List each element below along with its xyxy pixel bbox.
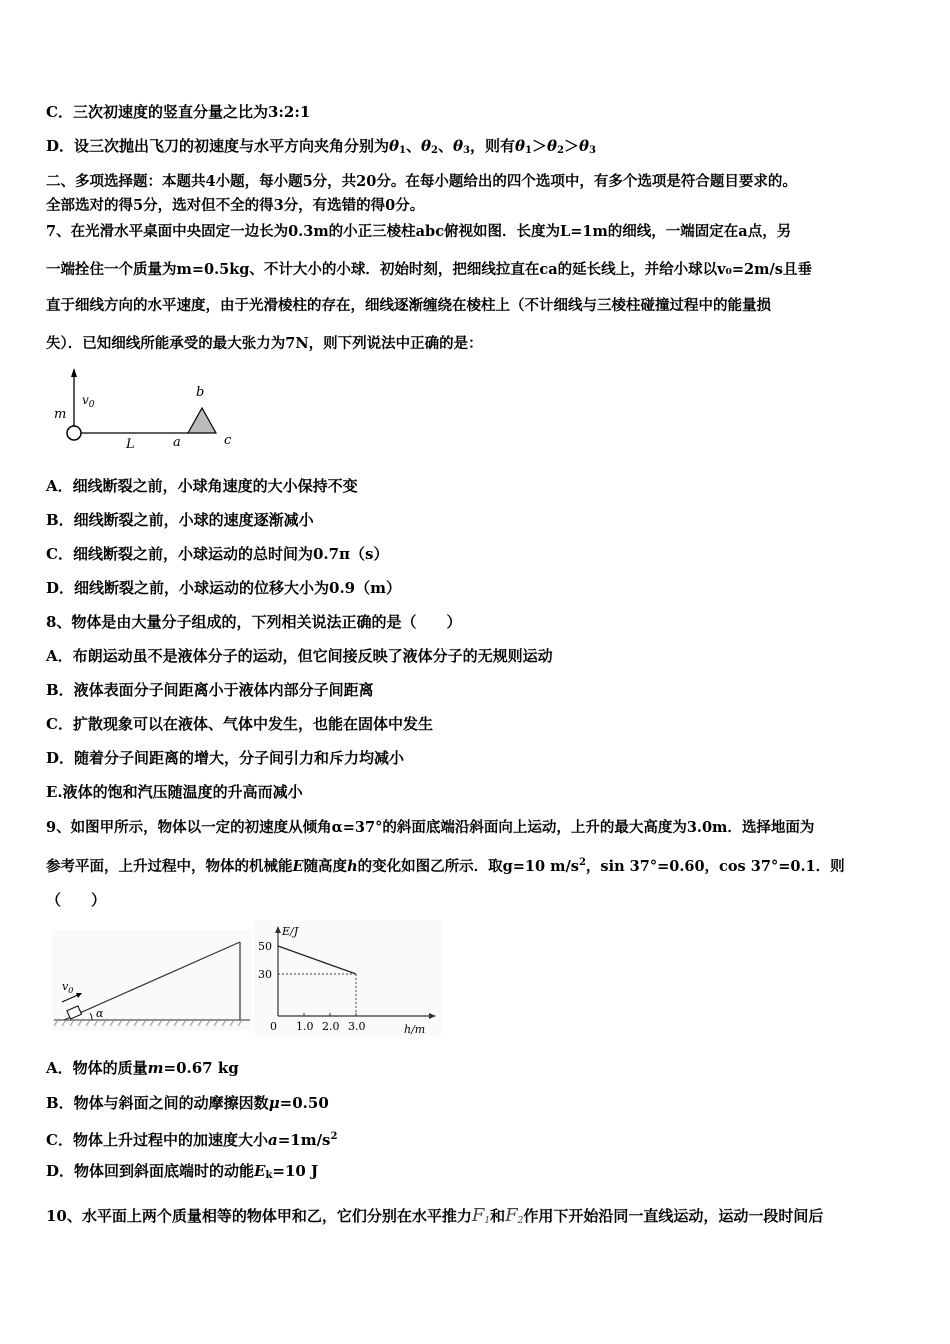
q9-stem-1: 9、如图甲所示，物体以一定的初速度从倾角α=37°的斜面底端沿斜面向上运动，上升的最大高度为3.0m．选择地面为: [46, 819, 815, 836]
text: 的变化如图乙所示．取g=10 m/s: [357, 858, 579, 875]
gt: ＞: [564, 137, 580, 155]
label-c: c: [224, 433, 232, 448]
label-b: b: [196, 385, 205, 400]
sub: 2: [557, 145, 564, 156]
q8-option-e: E.液体的饱和汽压随温度的升高而减小: [46, 783, 303, 801]
q7-figure: [46, 366, 246, 452]
q7-stem-3: 直于细线方向的水平速度，由于光滑棱柱的存在，细线逐渐缠绕在棱柱上（不计细线与三棱柱碰撞过程中的能量损: [46, 297, 771, 314]
option-d-prev: [46, 136, 596, 161]
x-tick-label: 3.0: [348, 1020, 366, 1033]
q7-stem-2: 一端拴住一个质量为m=0.5kg、不计大小的小球．初始时刻，把细线拉直在ca的延长线上，并给小球以v₀=2m/s且垂: [46, 261, 812, 278]
q9-stem-3: （ ）: [46, 891, 107, 909]
sup: 2: [578, 857, 586, 868]
q9-incline-figure: [52, 930, 252, 1030]
section-heading-2: 全部选对的得5分，选对但不全的得3分，有选错的得0分。: [46, 197, 425, 214]
label-v0: $v_0$: [62, 980, 74, 995]
q8-option-c: C．扩散现象可以在液体、气体中发生，也能在固体中发生: [46, 715, 433, 733]
q9-option-c: [46, 1127, 337, 1150]
x-tick-label: 0: [270, 1020, 277, 1033]
q9-option-b: [46, 1093, 329, 1113]
theta: θ: [421, 137, 432, 155]
x-tick-label: 1.0: [296, 1020, 314, 1033]
text: B．物体与斜面之间的动摩擦因数: [46, 1094, 269, 1112]
label-L: L: [126, 437, 135, 452]
text: D．物体回到斜面底端时的动能: [46, 1162, 255, 1180]
text: 随高度: [303, 858, 348, 875]
text: A．物体的质量: [46, 1059, 148, 1077]
y-tick-label: 50: [258, 940, 272, 953]
q7-option-d: D．细线断裂之前，小球运动的位移大小为0.9（m）: [46, 579, 401, 597]
q7-stem-4: 失）．已知细线所能承受的最大张力为7N，则下列说法中正确的是：: [46, 335, 483, 352]
then: ，则有: [470, 137, 516, 155]
q10-stem: [46, 1206, 823, 1231]
theta: θ: [453, 137, 464, 155]
theta: θ: [515, 137, 526, 155]
sub: 1: [399, 145, 406, 156]
text: 10、水平面上两个质量相等的物体甲和乙，它们分别在水平推力: [46, 1207, 472, 1225]
sup: 2: [330, 1131, 338, 1142]
var-h: h: [347, 858, 358, 875]
label-a: a: [173, 435, 181, 450]
text: =0.67 kg: [163, 1059, 239, 1077]
option-d-prev-text: D．设三次抛出飞刀的初速度与水平方向夹角分别为: [46, 137, 390, 155]
q7-stem-1: 7、在光滑水平桌面中央固定一边长为0.3m的小正三棱柱abc俯视如图．长度为L=1m的细线，一端固定在a点，另: [46, 223, 792, 240]
sub: 3: [589, 145, 596, 156]
var-E: E: [292, 858, 304, 875]
y-axis-label: E/J: [282, 925, 299, 938]
sub: 2: [431, 145, 438, 156]
q9-option-d: [46, 1161, 318, 1186]
theta: θ: [579, 137, 590, 155]
symbol-F2: $F_2$: [505, 1205, 524, 1226]
q7-option-b: B．细线断裂之前，小球的速度逐渐减小: [46, 511, 314, 529]
text: ，sin 37°=0.60，cos 37°=0.1．则: [585, 858, 845, 875]
symbol-F1: $F_1$: [471, 1205, 491, 1226]
q8-option-a: A．布朗运动虽不是液体分子的运动，但它间接反映了液体分子的无规则运动: [46, 647, 553, 665]
x-tick-label: 2.0: [322, 1020, 340, 1033]
y-tick-label: 30: [258, 968, 272, 981]
sub: 3: [463, 145, 470, 156]
arrow-head: [71, 368, 77, 377]
sep: 、: [438, 137, 454, 155]
theta: θ: [547, 137, 558, 155]
var: a: [267, 1131, 278, 1149]
text: 作用下开始沿同一直线运动，运动一段时间后: [523, 1207, 824, 1225]
text: =1m/s: [277, 1131, 331, 1149]
q8-stem: 8、物体是由大量分子组成的，下列相关说法正确的是（ ）: [46, 613, 462, 631]
text: C．物体上升过程中的加速度大小: [46, 1131, 268, 1149]
text: =0.50: [279, 1094, 329, 1112]
q8-option-b: B．液体表面分子间距离小于液体内部分子间距离: [46, 681, 374, 699]
text: 参考平面，上升过程中，物体的机械能: [46, 858, 293, 875]
var: m: [147, 1059, 164, 1077]
gt: ＞: [532, 137, 548, 155]
figure-bg: [52, 930, 252, 1030]
q7-option-c: C．细线断裂之前，小球运动的总时间为0.7π（s）: [46, 545, 389, 563]
q7-option-a: A．细线断裂之前，小球角速度的大小保持不变: [46, 477, 358, 495]
text: 和: [490, 1207, 506, 1225]
sub: 1: [525, 145, 532, 156]
text: =10 J: [272, 1162, 319, 1180]
sub: k: [265, 1170, 273, 1181]
q8-option-d: D．随着分子间距离的增大，分子间引力和斥力均减小: [46, 749, 405, 767]
section-heading: 二、多项选择题：本题共4小题，每小题5分，共20分。在每小题给出的四个选项中，有多个选项是符合题目要求的。: [46, 173, 797, 190]
sep: 、: [406, 137, 422, 155]
ball: [67, 426, 81, 440]
q9-option-a: [46, 1058, 239, 1078]
theta: θ: [389, 137, 400, 155]
label-v0: $v_0$: [82, 393, 95, 410]
x-axis-label: h/m: [404, 1023, 426, 1036]
label-alpha: α: [96, 1007, 104, 1020]
var: μ: [268, 1094, 280, 1112]
var: E: [254, 1162, 266, 1180]
label-m: m: [54, 407, 67, 422]
option-c-prev: C．三次初速度的竖直分量之比为3:2:1: [46, 103, 311, 121]
q9-stem-2: [46, 853, 845, 877]
q9-energy-chart: [254, 920, 442, 1036]
prism-triangle: [188, 408, 216, 433]
